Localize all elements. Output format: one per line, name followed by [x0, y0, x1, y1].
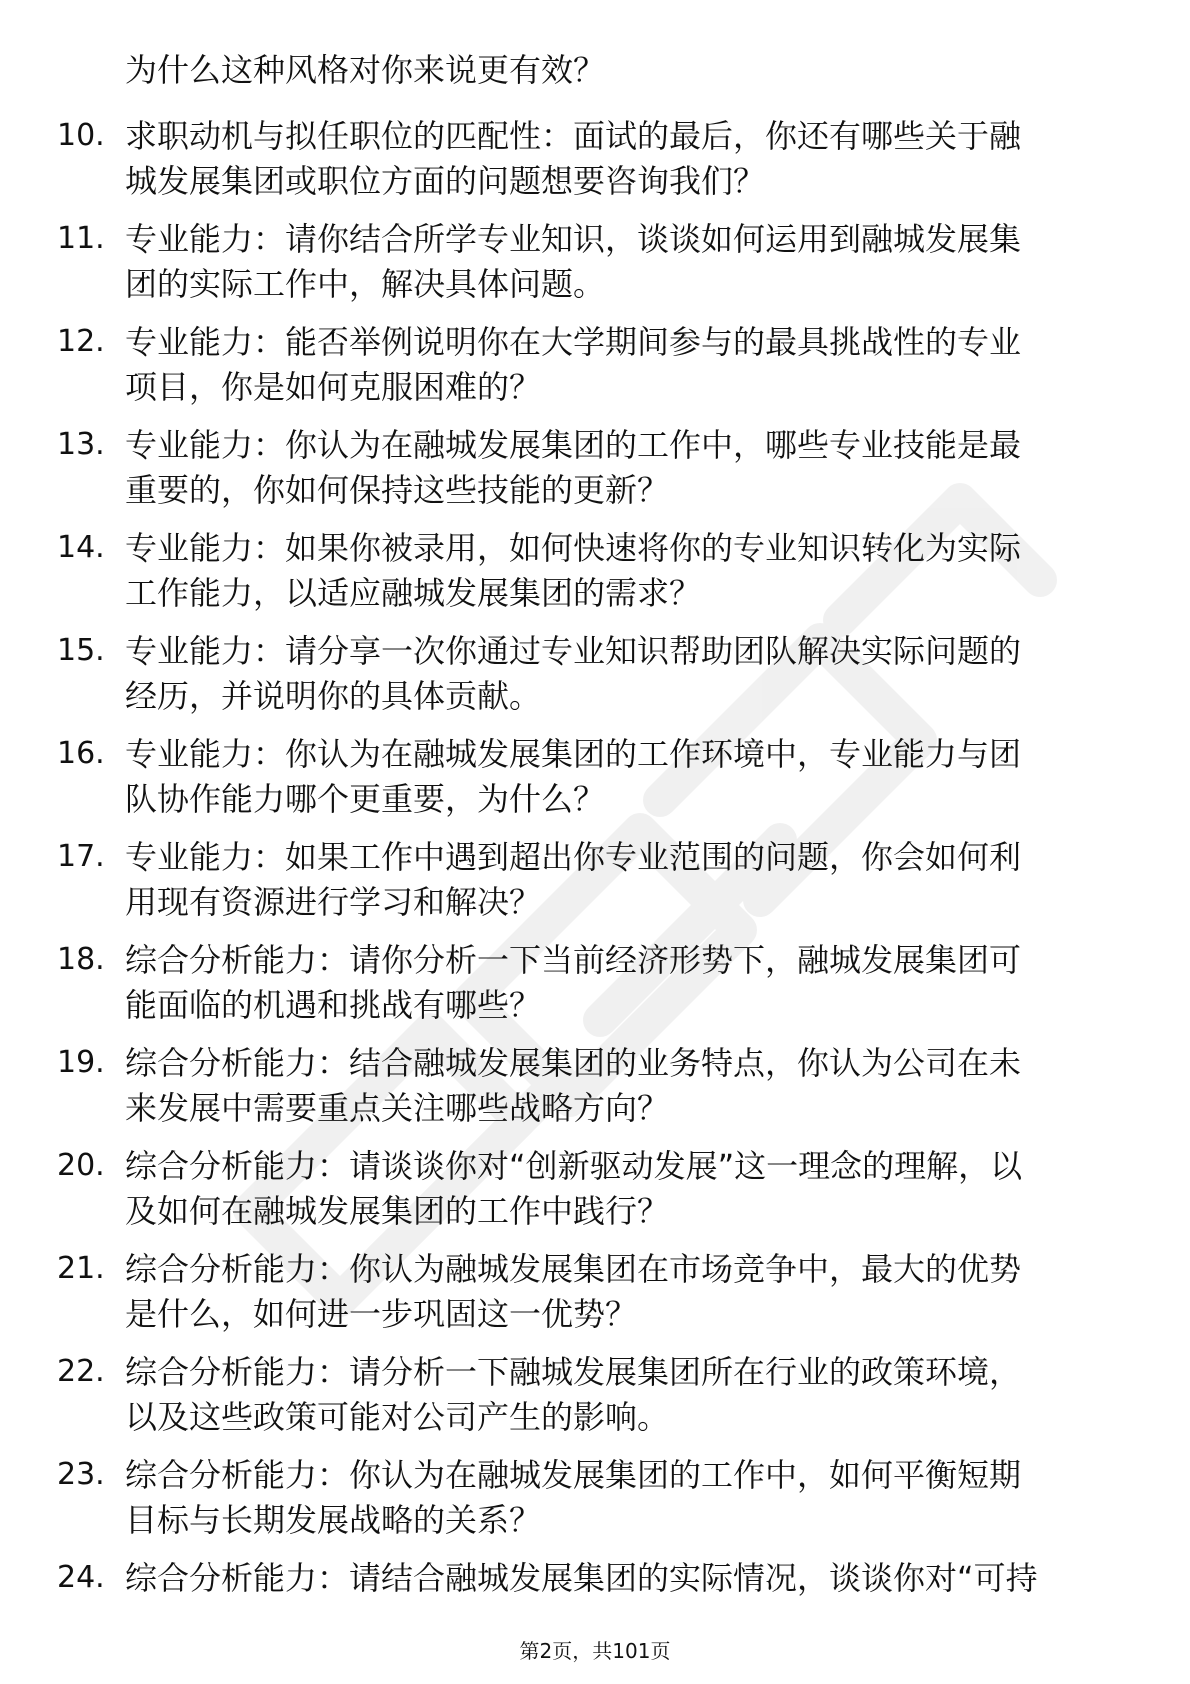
question-text-line1: 综合分析能力：你认为在融城发展集团的工作中，如何平衡短期 — [125, 1456, 1022, 1494]
question-number: 11. — [57, 221, 105, 256]
question-number: 19. — [57, 1045, 105, 1080]
question-number: 14. — [57, 530, 105, 565]
page-footer: 第2页，共101页 — [519, 1639, 671, 1663]
question-item — [0, 627, 1190, 730]
question-text-line1: 综合分析能力：结合融城发展集团的业务特点，你认为公司在未 — [125, 1044, 1022, 1082]
question-text-line2: 以及这些政策可能对公司产生的影响。 — [125, 1398, 670, 1436]
question-text-line1: 求职动机与拟任职位的匹配性：面试的最后，你还有哪些关于融 — [125, 117, 1022, 155]
question-text-line1: 综合分析能力：请结合融城发展集团的实际情况，谈谈你对“可持 — [125, 1559, 1038, 1597]
question-number: 16. — [57, 736, 105, 771]
question-text-line2: 来发展中需要重点关注哪些战略方向？ — [125, 1089, 670, 1127]
question-text-line1: 综合分析能力：你认为融城发展集团在市场竞争中，最大的优势 — [125, 1250, 1022, 1288]
question-text-line1: 专业能力：如果工作中遇到超出你专业范围的问题，你会如何利 — [125, 838, 1022, 876]
question-text-line1: 专业能力：你认为在融城发展集团的工作环境中，专业能力与团 — [125, 735, 1022, 773]
question-text-line1: 专业能力：请你结合所学专业知识，谈谈如何运用到融城发展集 — [125, 220, 1022, 258]
question-number: 20. — [57, 1148, 105, 1183]
question-number: 24. — [57, 1560, 105, 1595]
question-item — [0, 215, 1190, 318]
question-item — [0, 1142, 1190, 1245]
question-item — [0, 1348, 1190, 1451]
question-list — [0, 112, 1190, 1657]
question-text-line2: 是什么，如何进一步巩固这一优势？ — [125, 1295, 638, 1333]
question-item — [0, 421, 1190, 524]
question-text-line2: 目标与长期发展战略的关系？ — [125, 1501, 542, 1539]
question-item — [0, 1245, 1190, 1348]
question-text-line2: 用现有资源进行学习和解决？ — [125, 883, 542, 921]
question-number: 21. — [57, 1251, 105, 1286]
question-text-line1: 综合分析能力：请分析一下融城发展集团所在行业的政策环境， — [125, 1353, 1022, 1391]
question-item — [0, 833, 1190, 936]
question-item — [0, 524, 1190, 627]
question-text-line2: 城发展集团或职位方面的问题想要咨询我们？ — [125, 162, 766, 200]
question-text-line2: 重要的，你如何保持这些技能的更新？ — [125, 471, 670, 509]
question-text-line2: 工作能力，以适应融城发展集团的需求？ — [125, 574, 702, 612]
question-text-line2: 项目，你是如何克服困难的？ — [125, 368, 542, 406]
question-item — [0, 1039, 1190, 1142]
question-number: 12. — [57, 324, 105, 359]
question-number: 18. — [57, 942, 105, 977]
question-text-line1: 专业能力：请分享一次你通过专业知识帮助团队解决实际问题的 — [125, 632, 1022, 670]
question-item — [0, 318, 1190, 421]
question-text-line2: 团的实际工作中，解决具体问题。 — [125, 265, 606, 303]
question-item — [0, 1451, 1190, 1554]
question-text-line2: 经历，并说明你的具体贡献。 — [125, 677, 542, 715]
question-text-line2: 及如何在融城发展集团的工作中践行？ — [125, 1192, 670, 1230]
question-text-line2: 队协作能力哪个更重要，为什么？ — [125, 780, 606, 818]
question-item — [0, 936, 1190, 1039]
question-text-line1: 专业能力：能否举例说明你在大学期间参与的最具挑战性的专业 — [125, 323, 1022, 361]
question-number: 10. — [57, 118, 105, 153]
question-text-line1: 综合分析能力：请你分析一下当前经济形势下，融城发展集团可 — [125, 941, 1022, 979]
question-item — [0, 112, 1190, 215]
question-text-line1: 综合分析能力：请谈谈你对“创新驱动发展”这一理念的理解，以 — [125, 1147, 1023, 1185]
question-number: 15. — [57, 633, 105, 668]
question-item — [0, 730, 1190, 833]
question-text-line1: 专业能力：如果你被录用，如何快速将你的专业知识转化为实际 — [125, 529, 1022, 567]
question-number: 23. — [57, 1457, 105, 1492]
question-number: 22. — [57, 1354, 105, 1389]
continuation-text: 为什么这种风格对你来说更有效？ — [125, 51, 606, 89]
question-number: 13. — [57, 427, 105, 462]
question-text-line1: 专业能力：你认为在融城发展集团的工作中，哪些专业技能是最 — [125, 426, 1022, 464]
question-number: 17. — [57, 839, 105, 874]
question-text-line2: 能面临的机遇和挑战有哪些？ — [125, 986, 542, 1024]
